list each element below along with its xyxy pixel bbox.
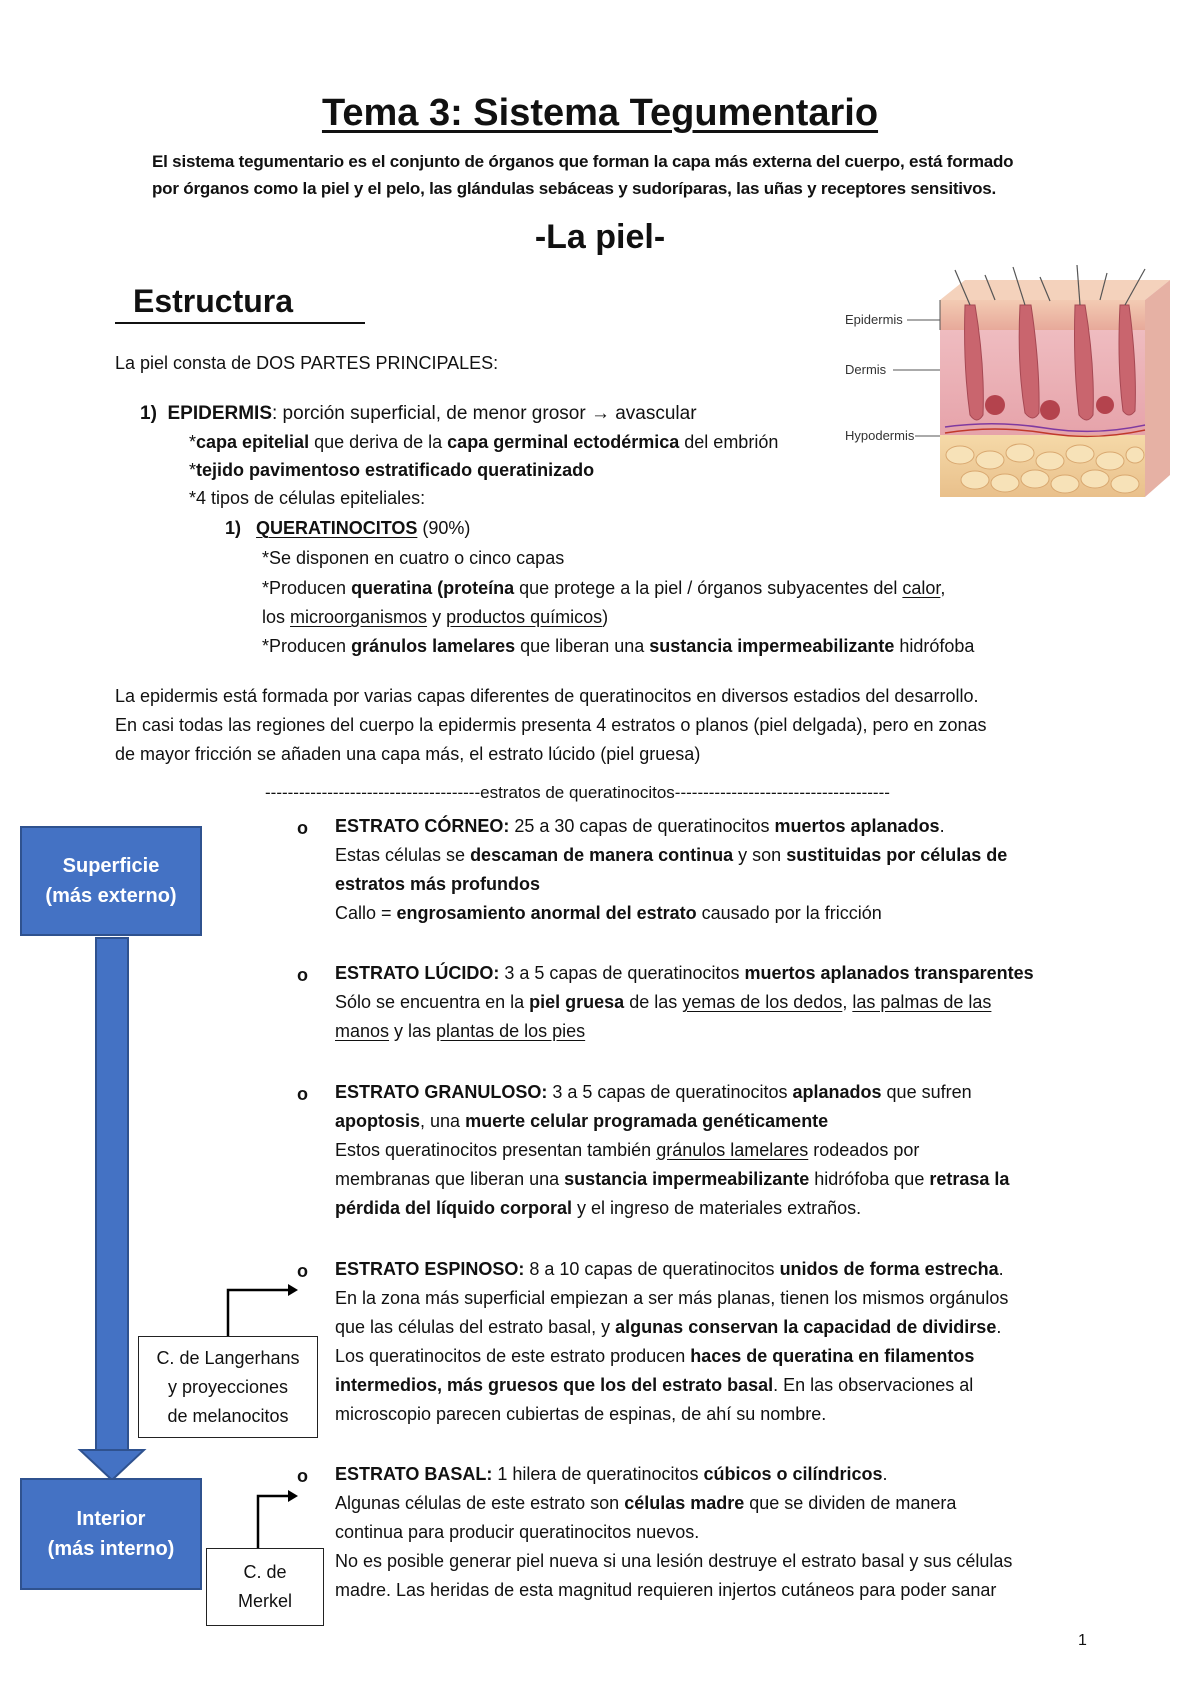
list-number: 1) bbox=[140, 403, 157, 424]
box-line: (más externo) bbox=[45, 885, 177, 907]
underlined-term: plantas de los pies bbox=[436, 1021, 586, 1041]
bold-term: piel gruesa bbox=[529, 992, 625, 1012]
underlined-term: microorganismos bbox=[290, 607, 428, 627]
text-span: los bbox=[262, 607, 291, 627]
text-span: , una bbox=[420, 1111, 466, 1131]
arrow-down-icon bbox=[80, 1450, 144, 1480]
text-span: rodeados por bbox=[808, 1140, 920, 1160]
text-span: . bbox=[939, 816, 945, 836]
text-span: hidrófoba que bbox=[809, 1169, 930, 1189]
box-line: de melanocitos bbox=[167, 1405, 289, 1426]
intro-line: por órganos como la piel y el pelo, las glándulas sebáceas y sudoríparas, las uñas y receptores sensitivos. bbox=[152, 179, 997, 198]
text-span: hidrófoba bbox=[894, 636, 975, 656]
bold-term: algunas conservan la capacidad de dividirse bbox=[615, 1317, 997, 1337]
text-span: . bbox=[996, 1317, 1002, 1337]
bold-term: proteína bbox=[443, 578, 515, 598]
section-subtitle: -La piel- bbox=[534, 218, 666, 256]
bullet-icon: o bbox=[297, 1084, 308, 1104]
bold-term: sustituidas por células de bbox=[786, 845, 1008, 865]
page-number: 1 bbox=[1078, 1632, 1087, 1649]
bullet-icon: o bbox=[297, 1466, 308, 1486]
estrato-title: ESTRATO LÚCIDO: bbox=[335, 963, 500, 983]
text-span: , bbox=[842, 992, 853, 1012]
intro-line: El sistema tegumentario es el conjunto de órganos que forman la capa más externa del cuerpo, está formado bbox=[152, 152, 1014, 171]
bold-term: pérdida del líquido corporal bbox=[335, 1198, 573, 1218]
bold-term: capa germinal ectodérmica bbox=[447, 432, 680, 452]
queratinocitos-point: *Se disponen en cuatro o cinco capas bbox=[262, 548, 565, 568]
bold-term: muertos aplanados transparentes bbox=[744, 963, 1034, 983]
bullet-star: * bbox=[189, 460, 197, 480]
epidermis-desc: : porción superficial, de menor grosor bbox=[272, 403, 591, 424]
merkel-box bbox=[206, 1548, 324, 1626]
bold-term: capa epitelial bbox=[196, 432, 310, 452]
bold-term: muerte celular programada genéticamente bbox=[465, 1111, 829, 1131]
box-line: C. de bbox=[243, 1562, 287, 1582]
text-span: que sufren bbox=[881, 1082, 972, 1102]
text-span: Los queratinocitos de este estrato producen bbox=[335, 1346, 691, 1366]
text-span: 3 a 5 capas de queratinocitos bbox=[547, 1082, 793, 1102]
text-span: . bbox=[882, 1464, 888, 1484]
text-span: que protege a la piel / órganos subyacentes del bbox=[514, 578, 903, 598]
epidermis-bullet: *4 tipos de células epiteliales: bbox=[189, 488, 426, 508]
text-span: *Producen bbox=[262, 636, 352, 656]
paragraph-line: de mayor fricción se añaden una capa más, el estrato lúcido (piel gruesa) bbox=[115, 744, 701, 764]
superficie-box bbox=[20, 826, 202, 936]
box-line: Merkel bbox=[237, 1591, 292, 1611]
bold-term: gránulos lamelares bbox=[351, 636, 516, 656]
text-span: Estas células se bbox=[335, 845, 471, 865]
text-span: y son bbox=[733, 845, 787, 865]
bold-term: apoptosis bbox=[335, 1111, 421, 1131]
box-line: y proyecciones bbox=[167, 1376, 289, 1397]
box-line: Interior bbox=[76, 1508, 146, 1530]
arrow-right-icon bbox=[288, 1284, 298, 1296]
text-span: Callo = bbox=[335, 903, 397, 923]
paragraph-line: En casi todas las regiones del cuerpo la epidermis presenta 4 estratos o planos (piel delgada), pero en zonas bbox=[115, 715, 987, 735]
box-line: C. de Langerhans bbox=[156, 1347, 300, 1368]
estrato-basal-line: continua para producir queratinocitos nuevos. bbox=[335, 1522, 700, 1542]
bullet-icon: o bbox=[297, 965, 308, 985]
underlined-term: las palmas de las bbox=[852, 992, 992, 1012]
text-span: . bbox=[998, 1259, 1004, 1279]
estrato-title: ESTRATO GRANULOSO: bbox=[335, 1082, 548, 1102]
connector-line bbox=[258, 1496, 290, 1548]
text-span: Estos queratinocitos presentan también bbox=[335, 1140, 657, 1160]
list-number: 1) bbox=[225, 518, 242, 538]
bold-term: retrasa la bbox=[929, 1169, 1010, 1189]
queratinocitos-term: QUERATINOCITOS bbox=[256, 518, 418, 538]
bold-term: tejido pavimentoso estratificado queratinizado bbox=[196, 460, 595, 480]
text-span: que deriva de la bbox=[309, 432, 448, 452]
bold-term: haces de queratina en filamentos bbox=[690, 1346, 975, 1366]
text-span: y las bbox=[389, 1021, 437, 1041]
bold-term: intermedios, más gruesos que los del estrato basal bbox=[335, 1375, 774, 1395]
text-span: 8 a 10 capas de queratinocitos bbox=[524, 1259, 780, 1279]
paragraph-line: La epidermis está formada por varias capas diferentes de queratinocitos en diversos estadios del desarrollo. bbox=[115, 686, 979, 706]
percent-text: (90%) bbox=[417, 518, 471, 538]
text-span: que las células del estrato basal, y bbox=[335, 1317, 616, 1337]
langerhans-box bbox=[138, 1336, 318, 1438]
interior-box bbox=[20, 1478, 202, 1590]
connector-line bbox=[228, 1290, 290, 1336]
bold-term: sustancia impermeabilizante bbox=[564, 1169, 810, 1189]
text-span: . En las observaciones al bbox=[773, 1375, 974, 1395]
bold-term: descaman de manera continua bbox=[470, 845, 734, 865]
bold-term: queratina bbox=[351, 578, 433, 598]
text-span: ) bbox=[602, 607, 609, 627]
text-span: membranas que liberan una bbox=[335, 1169, 565, 1189]
bold-term: engrosamiento anormal del estrato bbox=[396, 903, 697, 923]
page-title: Tema 3: Sistema Tegumentario bbox=[321, 92, 879, 134]
text-span: Sólo se encuentra en la bbox=[335, 992, 530, 1012]
text-span: 1 hilera de queratinocitos bbox=[492, 1464, 704, 1484]
text-span: del embrión bbox=[679, 432, 779, 452]
bold-term: cúbicos o cilíndricos bbox=[703, 1464, 883, 1484]
estrato-basal-line: madre. Las heridas de esta magnitud requieren injertos cutáneos para poder sanar bbox=[335, 1580, 997, 1600]
text-span: causado por la fricción bbox=[696, 903, 882, 923]
text-span: 25 a 30 capas de queratinocitos bbox=[509, 816, 775, 836]
label-hypodermis: Hypodermis bbox=[845, 428, 915, 443]
label-epidermis: Epidermis bbox=[845, 312, 903, 327]
label-dermis: Dermis bbox=[845, 362, 887, 377]
epidermis-desc-end: avascular bbox=[609, 403, 697, 424]
estrato-corneo-line: estratos más profundos bbox=[335, 874, 541, 894]
bullet-icon: o bbox=[297, 1261, 308, 1281]
bullet-star: * bbox=[189, 432, 197, 452]
estratos-divider: --------------------------------------estratos de queratinocitos-------------------------------------- bbox=[265, 783, 890, 802]
estrato-espinoso-line: microscopio parecen cubiertas de espinas, de ahí su nombre. bbox=[335, 1404, 827, 1424]
text-span: y bbox=[427, 607, 447, 627]
text-span: *Producen bbox=[262, 578, 352, 598]
text-span: , bbox=[940, 578, 946, 598]
estrato-title: ESTRATO ESPINOSO: bbox=[335, 1259, 525, 1279]
estructura-intro: La piel consta de DOS PARTES PRINCIPALES: bbox=[115, 353, 499, 373]
arrow-icon: → bbox=[590, 403, 610, 424]
estrato-title: ESTRATO CÓRNEO: bbox=[335, 816, 510, 836]
bold-term: unidos de forma estrecha bbox=[779, 1259, 999, 1279]
vertical-arrow-shaft bbox=[96, 938, 128, 1458]
arrow-right-icon bbox=[288, 1490, 298, 1502]
estrato-basal-line: No es posible generar piel nueva si una lesión destruye el estrato basal y sus células bbox=[335, 1551, 1013, 1571]
text-span: y el ingreso de materiales extraños. bbox=[572, 1198, 862, 1218]
bold-term: sustancia impermeabilizante bbox=[649, 636, 895, 656]
epidermis-term: EPIDERMIS bbox=[167, 403, 272, 424]
estrato-title: ESTRATO BASAL: bbox=[335, 1464, 493, 1484]
text-span: que liberan una bbox=[515, 636, 650, 656]
underlined-term: manos bbox=[335, 1021, 390, 1041]
text-span: 3 a 5 capas de queratinocitos bbox=[499, 963, 745, 983]
underlined-term: yemas de los dedos bbox=[682, 992, 843, 1012]
box-line: Superficie bbox=[62, 855, 160, 877]
bold-term: aplanados bbox=[792, 1082, 882, 1102]
text-span: Algunas células de este estrato son bbox=[335, 1493, 625, 1513]
underlined-term: gránulos lamelares bbox=[656, 1140, 809, 1160]
text-span: que se dividen de manera bbox=[744, 1493, 957, 1513]
estructura-heading: Estructura bbox=[115, 283, 365, 324]
estrato-espinoso-line: En la zona más superficial empiezan a ser más planas, tienen los mismos orgánulos bbox=[335, 1288, 1009, 1308]
underlined-term: calor bbox=[902, 578, 941, 598]
bold-term: muertos aplanados bbox=[774, 816, 940, 836]
text-span: de las bbox=[624, 992, 683, 1012]
text-span: ( bbox=[432, 578, 444, 598]
box-line: (más interno) bbox=[47, 1538, 175, 1560]
underlined-term: productos químicos bbox=[446, 607, 603, 627]
bold-term: células madre bbox=[624, 1493, 745, 1513]
bullet-icon: o bbox=[297, 818, 308, 838]
